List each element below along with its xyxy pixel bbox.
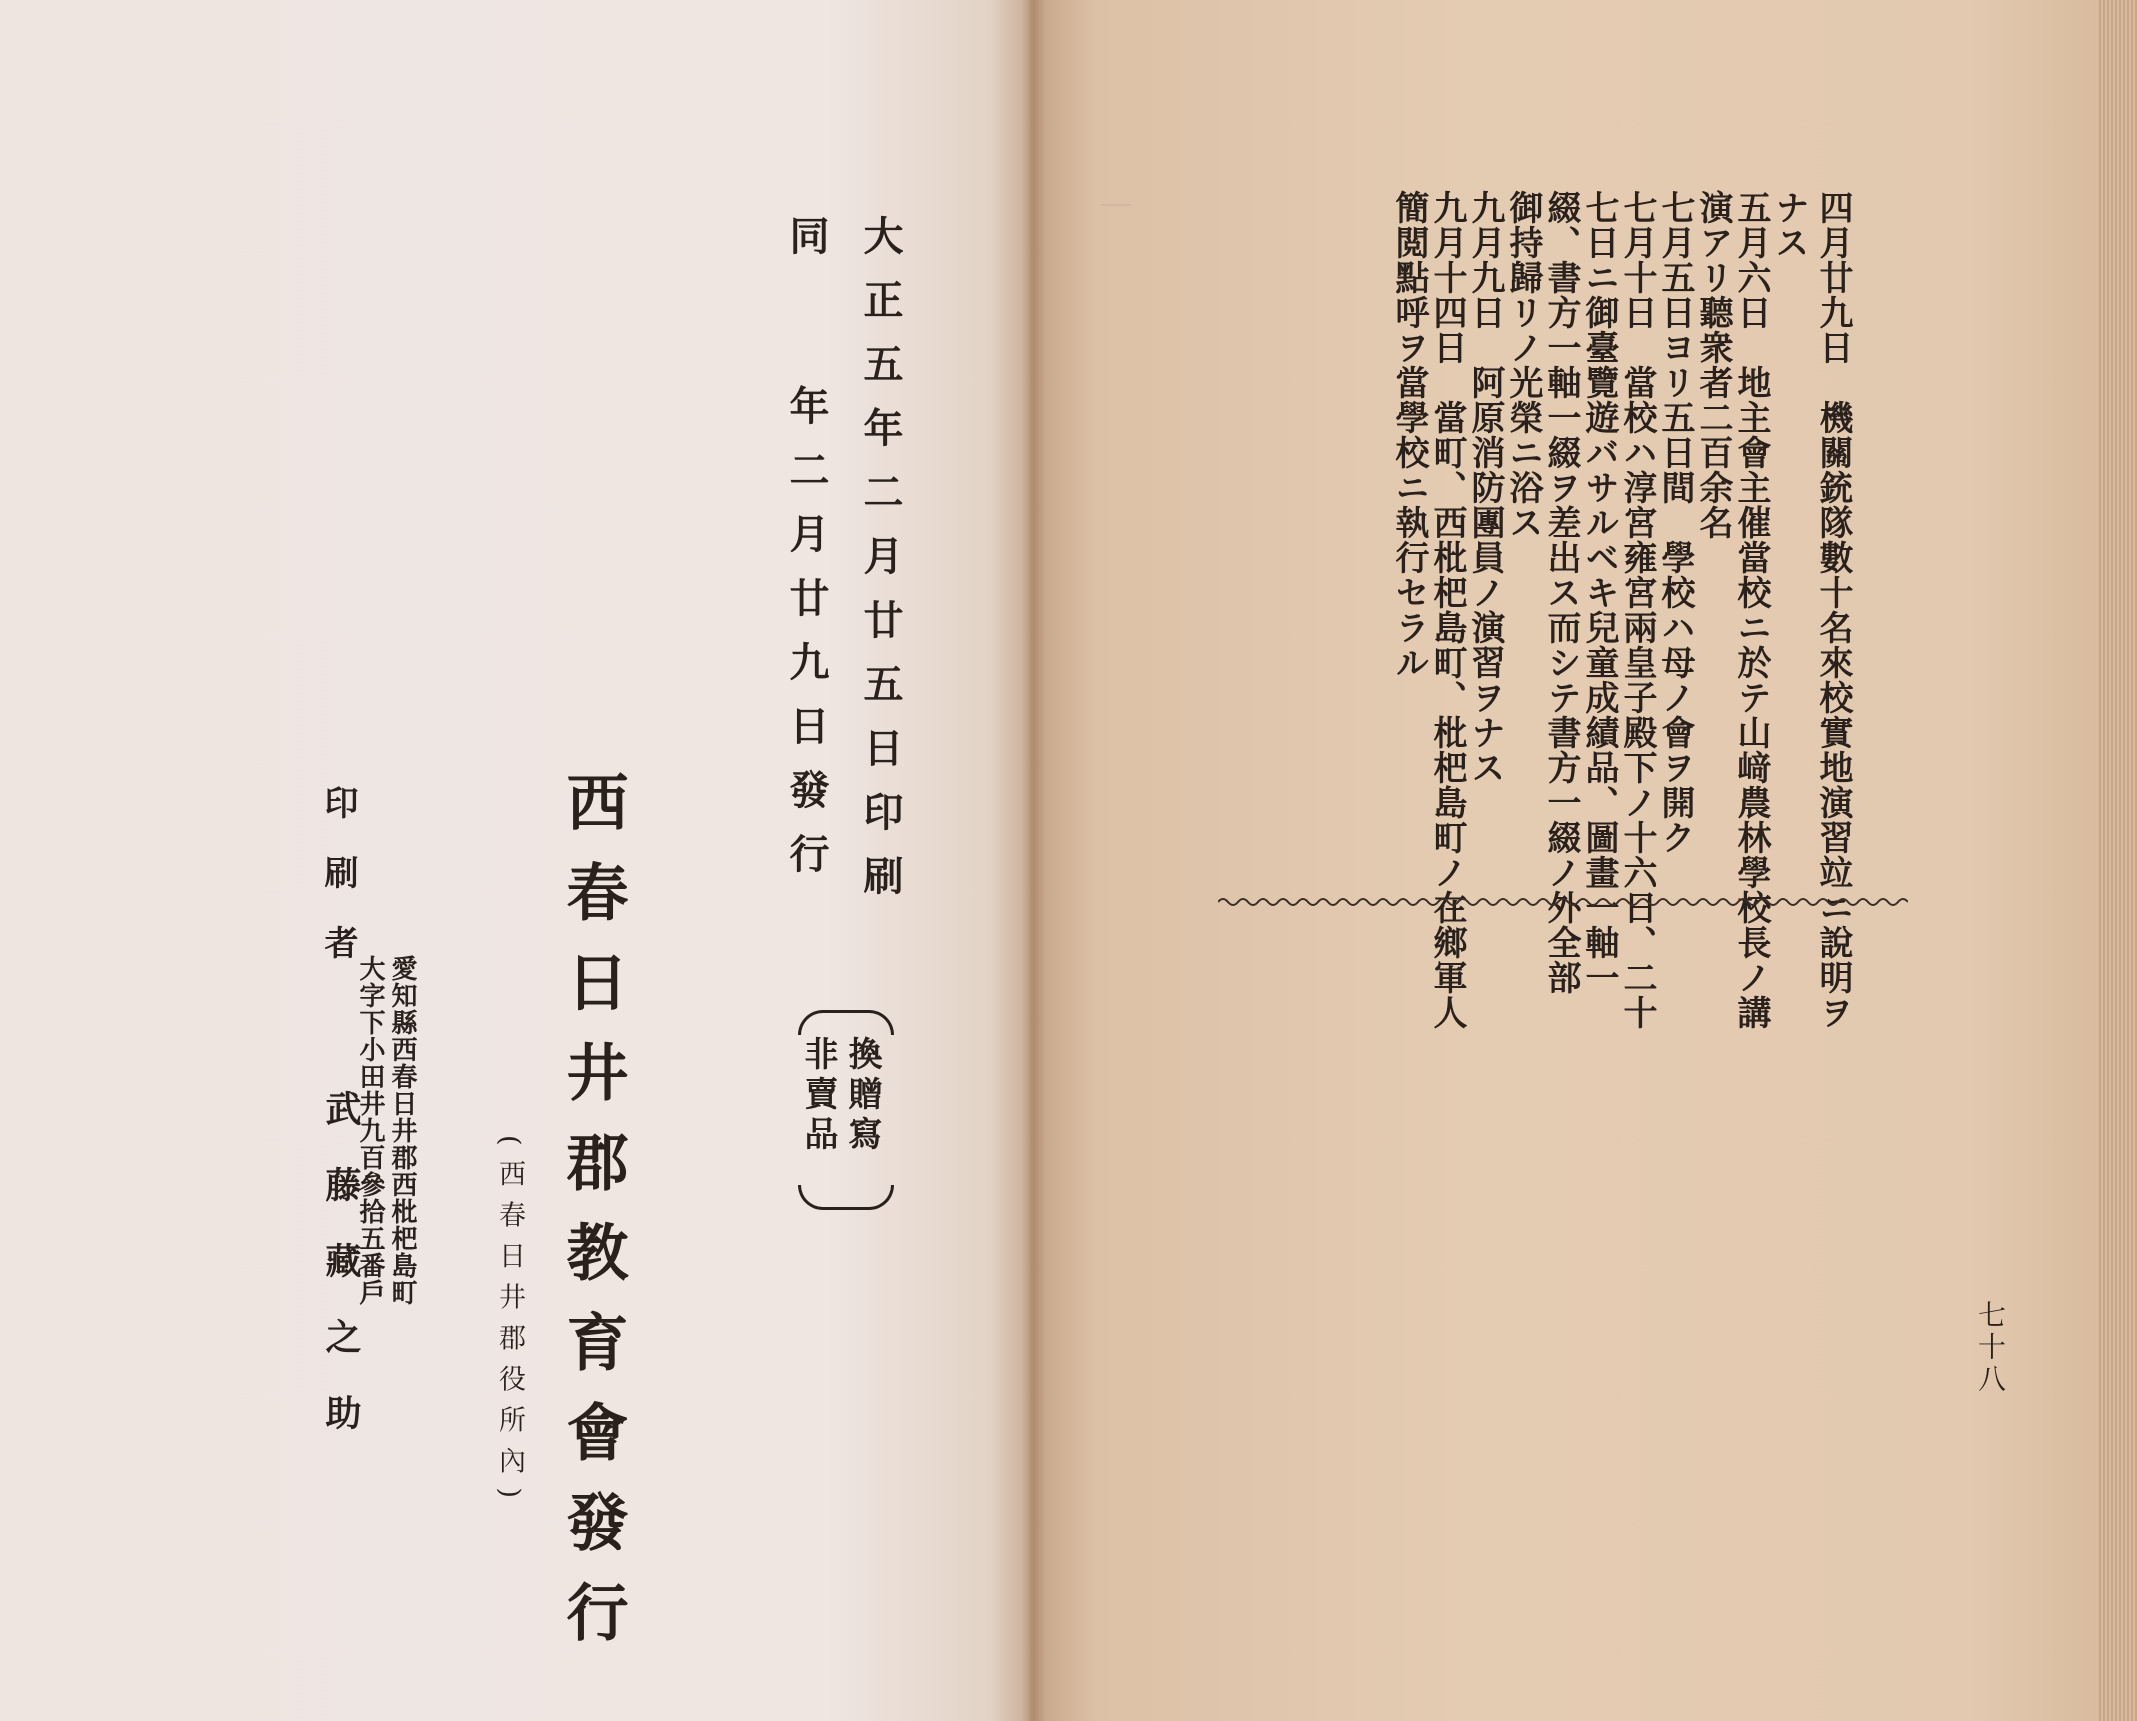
bleed-through: ｜ bbox=[1095, 190, 1130, 226]
non-sale-col-2: 非賣品 bbox=[798, 1036, 838, 1156]
text-line-1: 四月廿九日 機關銃隊數十名來校實地演習竝ニ說明ヲ bbox=[1813, 190, 1853, 1030]
text-line-9: 御持歸リノ光榮ニ浴ス bbox=[1503, 190, 1543, 540]
text-line-8: 綴、書方一軸一綴ヲ差出ス而シテ書方一綴ノ外全部 bbox=[1541, 190, 1581, 995]
issue-date-prefix: 同 bbox=[783, 215, 830, 279]
page-number: 七十八 bbox=[1974, 1300, 2007, 1396]
printer-name: 武藤藏之助 bbox=[320, 1090, 362, 1470]
print-date: 大正五年二月廿五日印刷 bbox=[857, 215, 904, 919]
bracket-close-icon bbox=[798, 1185, 894, 1210]
text-line-6: 七月十日 當校ハ淳宮雍宮兩皇子殿下ノ十六日、二十 bbox=[1617, 190, 1657, 1030]
printer-label: 印刷者 bbox=[318, 785, 358, 995]
text-line-3: 五月六日 地主會主催當校ニ於テ山﨑農林學校長ノ講 bbox=[1731, 190, 1771, 1030]
wavy-divider bbox=[1218, 895, 1908, 909]
publisher-name: 西春日井郡教育會發行 bbox=[556, 770, 629, 1670]
text-line-12: 簡閲點呼ヲ當學校ニ執行セラル bbox=[1389, 190, 1429, 680]
text-line-10: 九月九日 阿原消防團員ノ演習ヲナス bbox=[1465, 190, 1505, 785]
non-sale-col-1: 換贈寫 bbox=[842, 1036, 882, 1156]
spine-gutter bbox=[1022, 0, 1046, 1721]
non-sale-notice bbox=[788, 1010, 898, 1210]
issue-date: 年二月廿九日發行 bbox=[783, 385, 830, 897]
bracket-open-icon bbox=[798, 1010, 894, 1035]
text-line-2: ナス bbox=[1769, 190, 1809, 260]
printer-address-line-1: 愛知縣西春日井郡西枇杷島町 bbox=[387, 955, 417, 1306]
text-line-11: 九月十四日 當町、西枇杷島町、枇杷島町ノ在鄉軍人 bbox=[1427, 190, 1467, 1030]
text-line-4: 演アリ聽衆者二百余名 bbox=[1693, 190, 1733, 540]
printer-address-line-2: 大字下小田井九百參拾五番戶 bbox=[355, 955, 385, 1306]
colophon-page bbox=[0, 0, 1030, 1721]
publisher-address: (西春日井郡役所內) bbox=[494, 1135, 525, 1513]
page-edges bbox=[2097, 0, 2137, 1721]
text-line-7: 七日ニ御臺覽遊バサルベキ兒童成績品、圖畫一軸一 bbox=[1579, 190, 1619, 995]
text-line-5: 七月五日ヨリ五日間 學校ハ母ノ會ヲ開ク bbox=[1655, 190, 1695, 855]
